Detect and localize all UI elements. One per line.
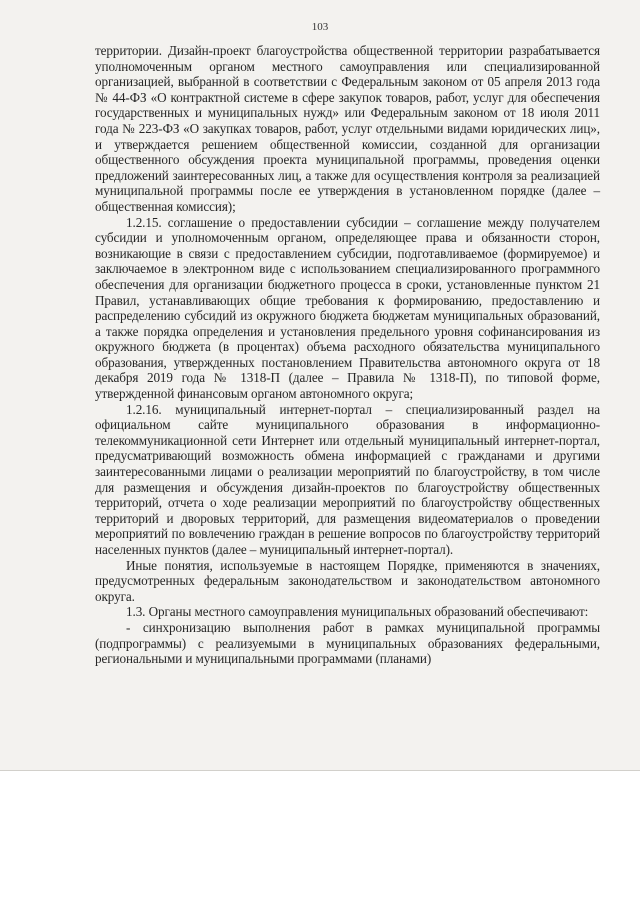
list-item-synchronization: - синхронизацию выполнения работ в рамках муниципальной программы (подпрограммы) с реализуемыми в муниципальных образованиях федеральными, региональными и муниципальными программами (планами) bbox=[95, 619, 600, 667]
document-body bbox=[95, 43, 600, 667]
paragraph-1-3: 1.3. Органы местного самоуправления муниципальных образований обеспечивают: bbox=[126, 604, 589, 620]
paragraph-intro: территории. Дизайн-проект благоустройства общественной территории разрабатывается уполномоченным органом местного самоуправления или специализированной организацией, выбранной в соответствии с Федеральным законом от 05 апреля 2013 года № 44-ФЗ «О контрактной системе в сфере закупок товаров, работ, услуг для обеспечения государственных и муниципальных нужд» или Федеральным законом от 18 июля 2011 года № 223-ФЗ «О закупках товаров, работ, услуг отдельными видами юридических лиц», и утверждается решением общественной комиссии, созданной для организации общественного обсуждения проекта муниципальной программы, проведения оценки предложений заинтересованных лиц, а также для осуществления контроля за реализацией муниципальной программы после ее утверждения в установленном порядке (далее – общественная комиссия); bbox=[95, 43, 600, 214]
paragraph-1-2-15: 1.2.15. соглашение о предоставлении субсидии – соглашение между получателем субсидии и уполномоченным органом, определяющее права и обязанности сторон, возникающие в связи с предоставлением субсидии, подготавливаемое (формируемое) и заключаемое в электронном виде с использованием специализированного программного обеспечения для организации бюджетного процесса в сроки, установленные пунктом 21 Правил, устанавливающих общие требования к формированию, предоставлению и распределению субсидий из окружного бюджета бюджетам муниципальных образований, а также порядка определения и установления предельного уровня софинансирования из окружного бюджета (в процентах) объема расходного обязательства муниципального образования, утвержденных постановлением Правительства автономного округа от 18 декабря 2019 года № 1318-П (далее – Правила № 1318-П), по типовой форме, утвержденной финансовым органом автономного округа; bbox=[95, 214, 600, 402]
page-number: 103 bbox=[311, 21, 329, 33]
paragraph-other-terms: Иные понятия, используемые в настоящем Порядке, применяются в значениях, предусмотренных федеральным законодательством и законодательством автономного округа. bbox=[95, 557, 600, 604]
paragraph-1-2-16: 1.2.16. муниципальный интернет-портал – специализированный раздел на официальном сайте муниципального образования в информационно-телекоммуникационной сети Интернет или отдельный муниципальный интернет-портал, предусматривающий возможность обмена информацией с гражданами и другими заинтересованными лицами о реализации мероприятий по благоустройству, в том числе для размещения и обсуждения дизайн-проектов по благоустройству общественных территорий, отчета о ходе реализации мероприятий по благоустройству общественных территорий и дворовых территорий, для размещения видеоматериалов о проведении мероприятий по вовлечению граждан в решение вопросов по благоустройству территорий населенных пунктов (далее – муниципальный интернет-портал). bbox=[95, 401, 600, 557]
